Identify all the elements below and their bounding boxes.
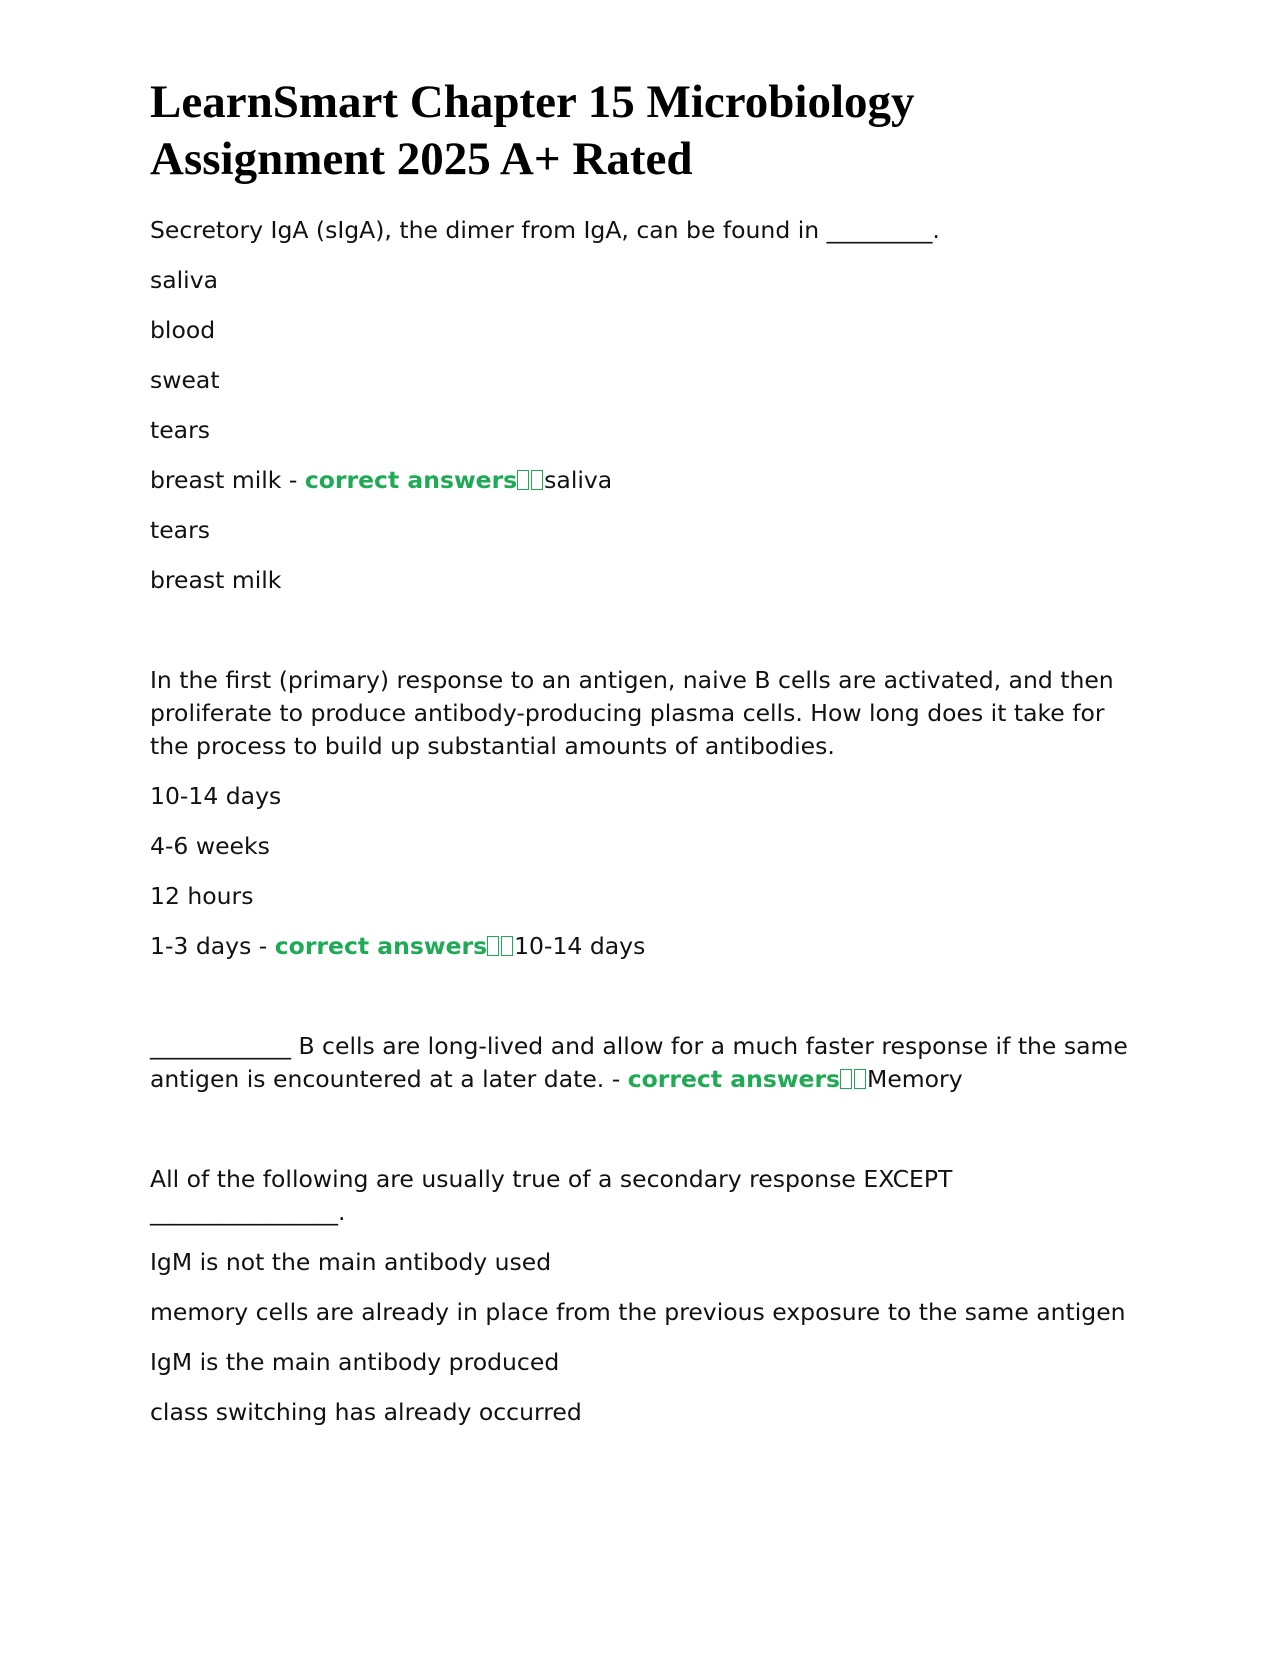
question-3: ____________ B cells are long-lived and allow for a much faster response if the same antigen is encountered at a later date. - (150, 1032, 1128, 1093)
question-1: Secretory IgA (sIgA), the dimer from IgA, can be found in _________. (150, 216, 940, 244)
q2-answer-line (150, 930, 1130, 963)
q2-option-1: 10-14 days (150, 782, 282, 810)
correct-answers-label: correct answers (274, 932, 488, 960)
q3-answer: Memory (867, 1065, 963, 1093)
q1-option-4: tears (150, 416, 210, 444)
q2-option-3: 12 hours (150, 882, 254, 910)
q1-answer-3: breast milk (150, 566, 282, 594)
missing-glyph-icon (501, 936, 513, 956)
missing-glyph-icon (487, 936, 499, 956)
question-4: All of the following are usually true of a secondary response EXCEPT ________________. (150, 1165, 953, 1226)
document-title: LearnSmart Chapter 15 Microbiology Assignment 2025 A+ Rated (150, 76, 915, 185)
q2-answer: 10-14 days (514, 932, 646, 960)
q1-option-2: blood (150, 316, 216, 344)
q1-option-1: saliva (150, 266, 219, 294)
q2-option-2: 4-6 weeks (150, 832, 270, 860)
missing-glyph-icon (517, 470, 529, 490)
missing-glyph-icon (531, 470, 543, 490)
spacer (150, 1113, 1130, 1163)
q2-option-4: 1-3 days - (150, 932, 275, 960)
q4-option-3: IgM is the main antibody produced (150, 1348, 560, 1376)
q4-option-1: IgM is not the main antibody used (150, 1248, 552, 1276)
q1-answer-line (150, 464, 1130, 497)
question-3-line (150, 1030, 1130, 1096)
missing-glyph-icon (840, 1069, 852, 1089)
correct-answers-label: correct answers (304, 466, 518, 494)
q1-answer-1: saliva (544, 466, 613, 494)
q1-option-5: breast milk - (150, 466, 305, 494)
document-page (150, 74, 1130, 1446)
q4-option-2: memory cells are already in place from the previous exposure to the same antigen (150, 1298, 1126, 1326)
q4-option-4: class switching has already occurred (150, 1398, 582, 1426)
q1-answer-2: tears (150, 516, 210, 544)
question-2: In the first (primary) response to an antigen, naive B cells are activated, and then proliferate to produce antibody-producing plasma cells. How long does it take for the process to build up substantial amounts of antibodies. (150, 666, 1114, 760)
correct-answers-label: correct answers (627, 1065, 841, 1093)
spacer (150, 980, 1130, 1030)
spacer (150, 614, 1130, 664)
q1-option-3: sweat (150, 366, 220, 394)
missing-glyph-icon (854, 1069, 866, 1089)
